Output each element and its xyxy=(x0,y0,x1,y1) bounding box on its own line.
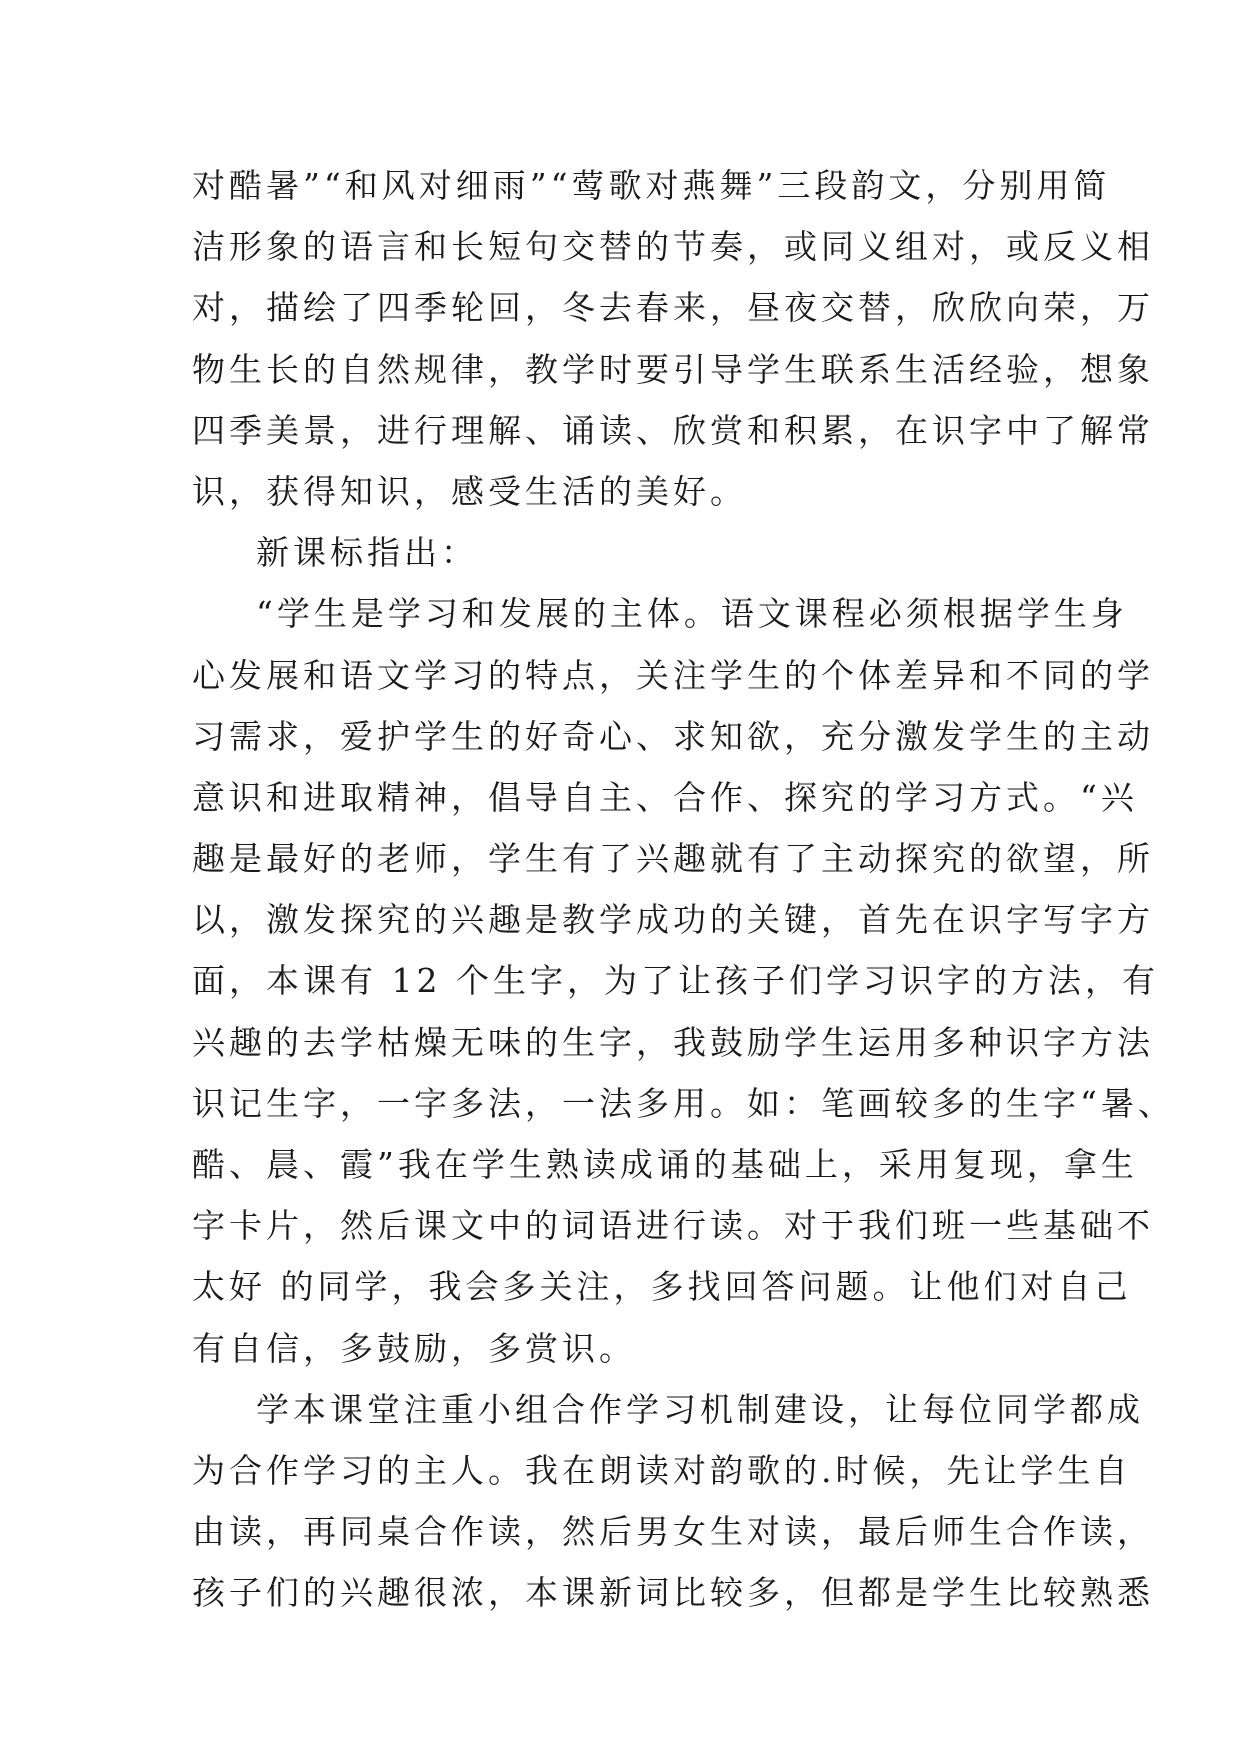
text-line: 识记生字，一字多法，一法多用。如：笔画较多的生字“暑、 xyxy=(192,1083,1175,1123)
text-line: 识，获得知识，感受生活的美好。 xyxy=(192,471,747,511)
text-line: 习需求，爱护学生的好奇心、求知欲，充分激发学生的主动 xyxy=(192,716,1154,756)
text-line: 酷、晨、霞”我在学生熟读成诵的基础上，采用复现，拿生 xyxy=(192,1145,1138,1184)
text-line: 字卡片，然后课文中的词语进行读。对于我们班一些基础不 xyxy=(192,1206,1154,1246)
text-line: 孩子们的兴趣很浓，本课新词比较多，但都是学生比较熟悉 xyxy=(192,1573,1154,1613)
text-line: 面，本课有 12 个生字，为了让孩子们学习识字的方法，有 xyxy=(192,961,1159,1001)
text-line: 学本课堂注重小组合作学习机制建设，让每位同学都成 xyxy=(256,1389,1144,1429)
text-line: 新课标指出： xyxy=(256,533,478,573)
text-line: “学生是学习和发展的主体。语文课程必须根据学生身 xyxy=(256,594,1128,634)
text-line: 太好 的同学，我会多关注，多找回答问题。让他们对自己 xyxy=(192,1267,1132,1307)
text-line: 为合作学习的主人。我在朗读对韵歌的.时候，先让学生自 xyxy=(192,1450,1132,1490)
body-text xyxy=(192,155,1175,1624)
text-line: 物生长的自然规律，教学时要引导学生联系生活经验，想象 xyxy=(192,349,1154,389)
text-line: 意识和进取精神，倡导自主、合作、探究的学习方式。“兴 xyxy=(192,777,1138,817)
text-line: 四季美景，进行理解、诵读、欣赏和积累，在识字中了解常 xyxy=(192,410,1154,450)
text-line: 有自信，多鼓励，多赏识。 xyxy=(192,1328,636,1368)
text-line: 对酷暑”“和风对细雨”“莺歌对燕舞”三段韵文，分别用简 xyxy=(192,166,1111,205)
text-line: 洁形象的语言和长短句交替的节奏，或同义组对，或反义相 xyxy=(192,227,1154,267)
text-line: 趣是最好的老师，学生有了兴趣就有了主动探究的欲望，所 xyxy=(192,839,1154,879)
text-line: 对，描绘了四季轮回，冬去春来，昼夜交替，欣欣向荣，万 xyxy=(192,288,1154,328)
text-line: 由读，再同桌合作读，然后男女生对读，最后师生合作读， xyxy=(192,1512,1154,1552)
text-line: 兴趣的去学枯燥无味的生字，我鼓励学生运用多种识字方法 xyxy=(192,1022,1154,1062)
text-line: 以，激发探究的兴趣是教学成功的关键，首先在识字写字方 xyxy=(192,900,1154,940)
text-line: 心发展和语文学习的特点，关注学生的个体差异和不同的学 xyxy=(192,655,1154,695)
